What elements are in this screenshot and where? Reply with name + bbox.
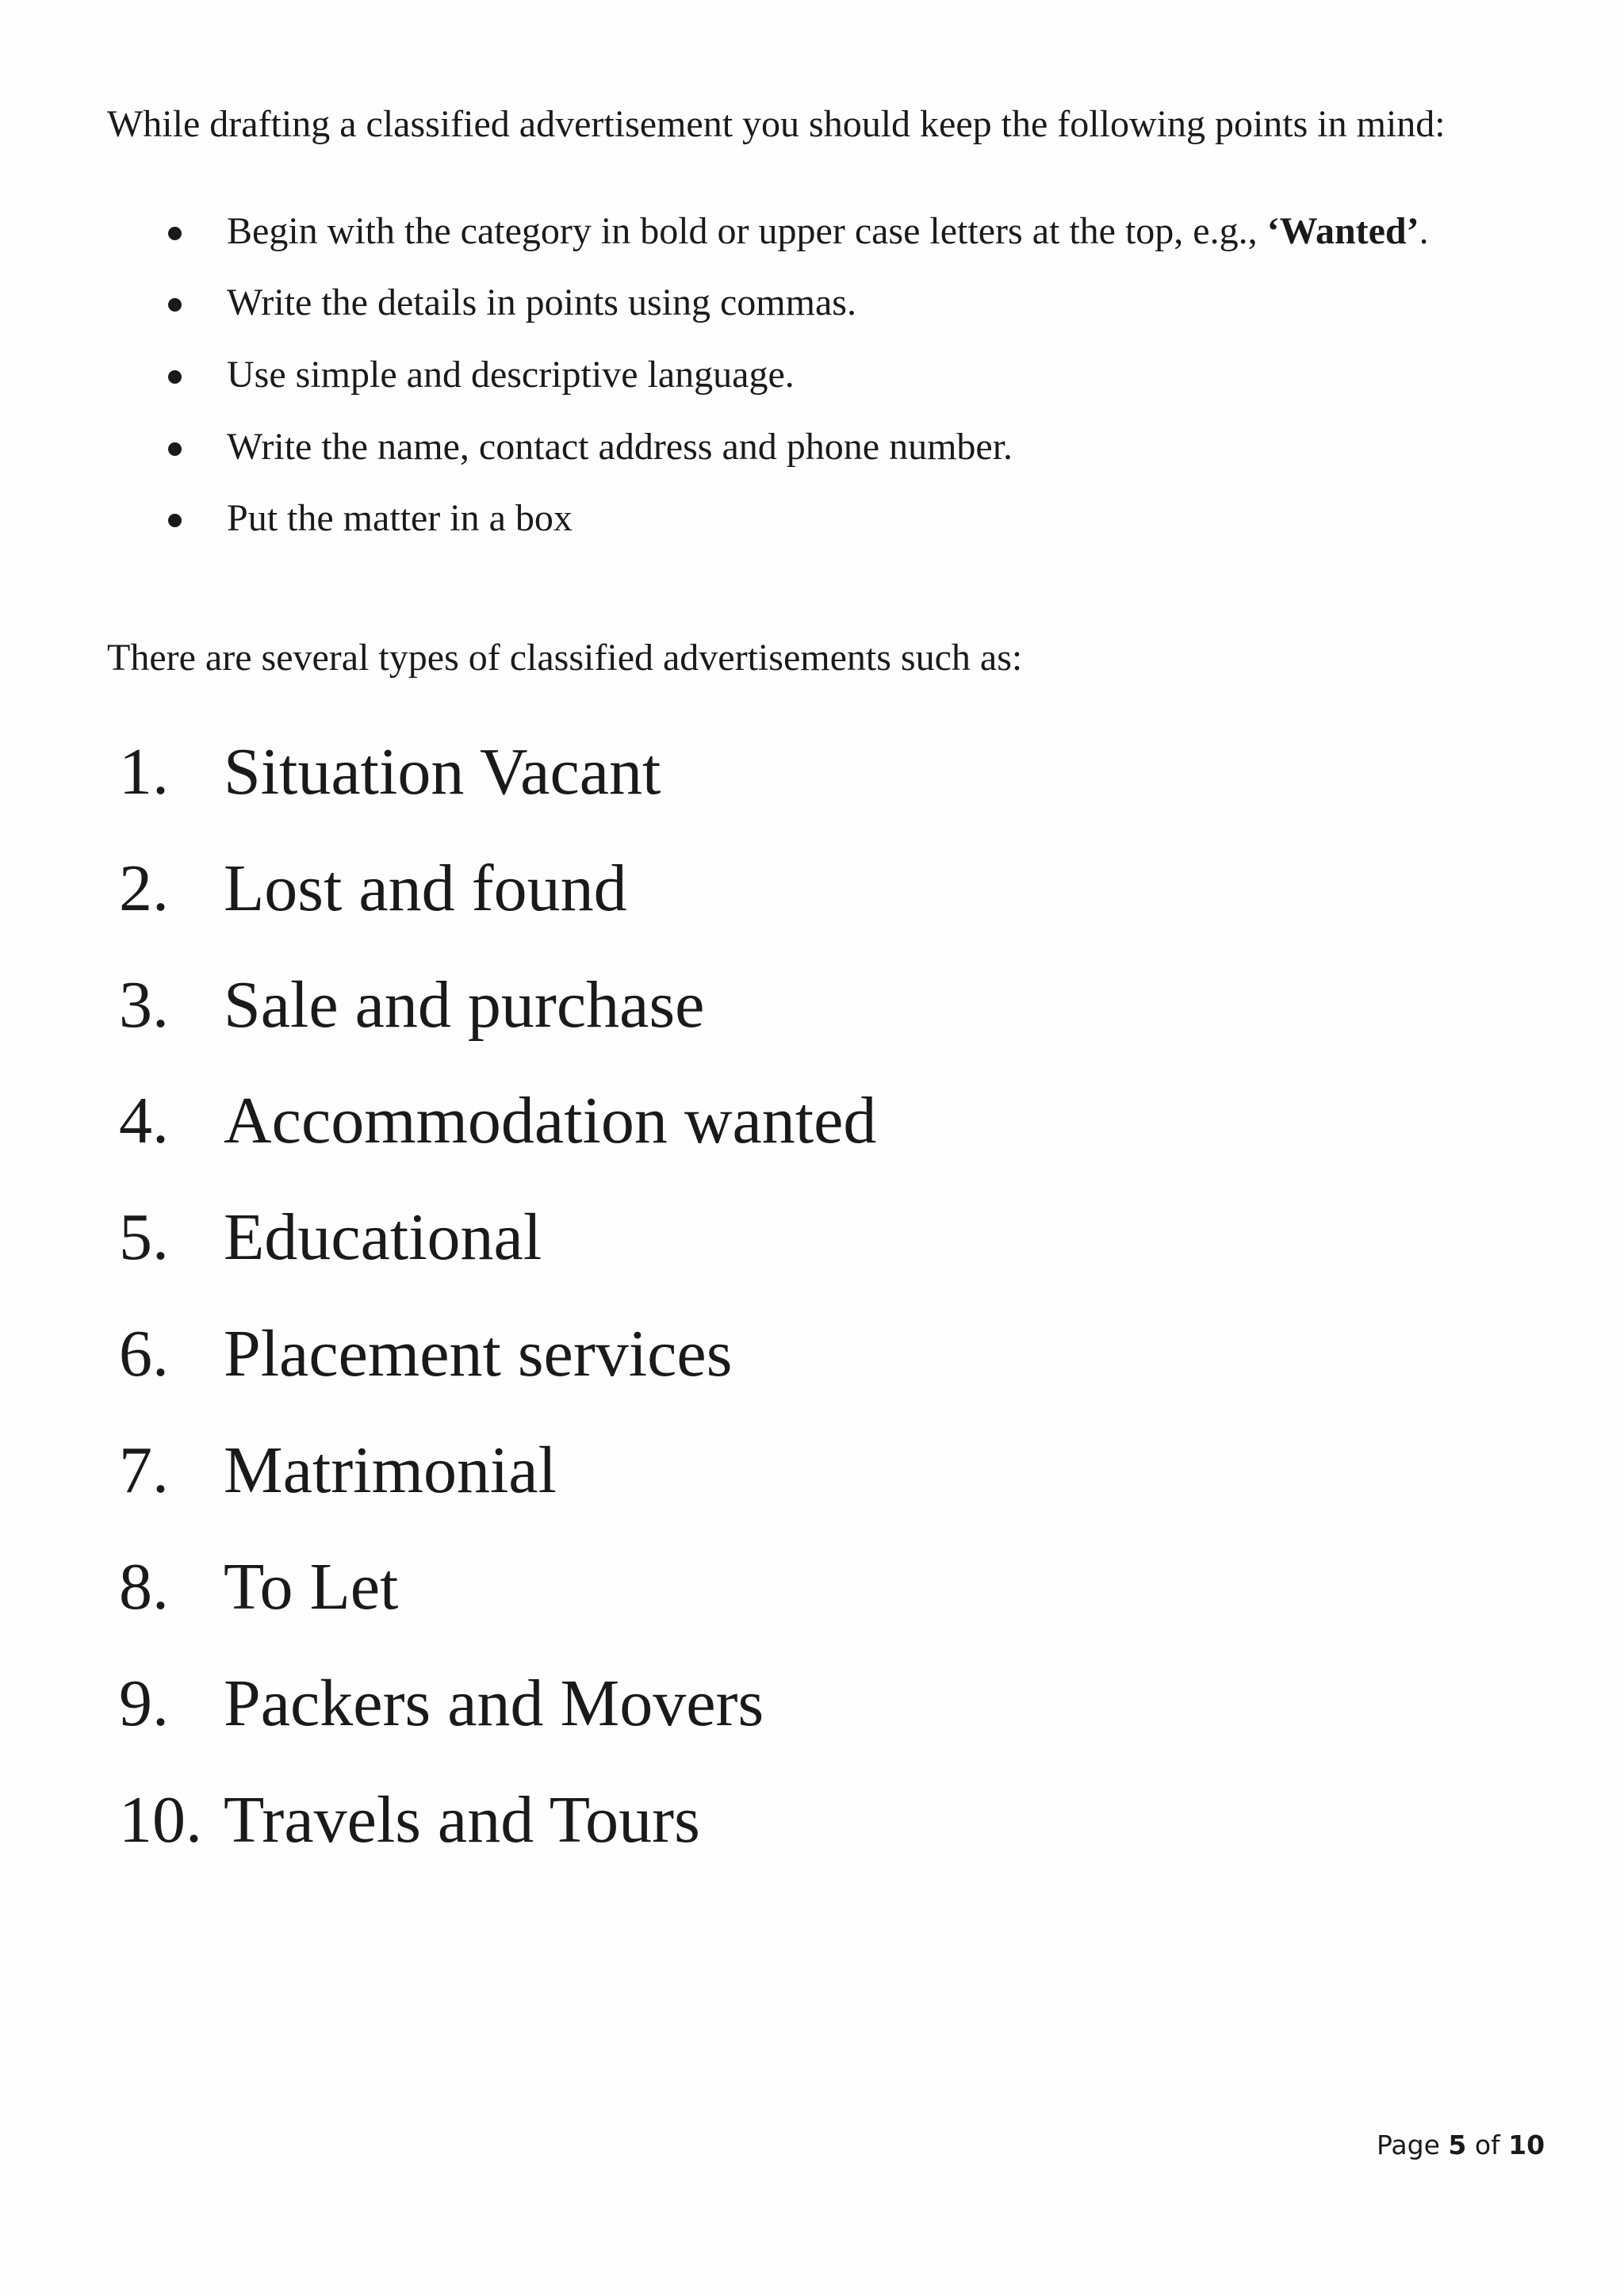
- current-page: 5: [1448, 2130, 1467, 2160]
- total-pages: 10: [1508, 2130, 1545, 2160]
- types-intro-paragraph: There are several types of classified advertisements such as:: [107, 637, 1023, 679]
- tip-text: Write the name, contact address and phone number.: [227, 426, 1013, 468]
- type-label: Situation Vacant: [224, 735, 661, 809]
- type-number: 8.: [119, 1550, 169, 1624]
- type-number: 7.: [119, 1433, 169, 1507]
- tip-text: Put the matter in a box: [227, 497, 573, 539]
- tip-text: Write the details in points using commas.: [227, 281, 856, 323]
- type-number: 10.: [119, 1783, 202, 1857]
- type-number: 4.: [119, 1084, 169, 1158]
- type-number: 3.: [119, 968, 169, 1042]
- type-number: 2.: [119, 851, 169, 925]
- type-label: Lost and found: [224, 851, 627, 925]
- type-label: To Let: [224, 1550, 399, 1624]
- bullet-icon: [168, 298, 182, 312]
- type-label: Placement services: [224, 1317, 733, 1391]
- page-word: Page: [1377, 2130, 1440, 2160]
- page-number-footer: [1377, 2130, 1545, 2161]
- type-label: Matrimonial: [224, 1433, 557, 1507]
- type-number: 9.: [119, 1667, 169, 1740]
- tip-text: Begin with the category in bold or upper case letters at the top, e.g., ‘Wanted’.: [227, 210, 1429, 252]
- intro-paragraph: While drafting a classified advertisement you should keep the following points in mind:: [107, 103, 1446, 145]
- tip-emphasis: ‘Wanted’: [1266, 210, 1419, 252]
- type-number: 6.: [119, 1317, 169, 1391]
- bullet-icon: [168, 227, 182, 240]
- bullet-icon: [168, 370, 182, 384]
- type-label: Sale and purchase: [224, 968, 705, 1042]
- type-number: 5.: [119, 1200, 169, 1274]
- type-label: Educational: [224, 1200, 542, 1274]
- type-label: Packers and Movers: [224, 1667, 764, 1740]
- type-label: Travels and Tours: [224, 1783, 700, 1857]
- bullet-icon: [168, 514, 182, 527]
- type-number: 1.: [119, 735, 169, 809]
- of-word: of: [1474, 2130, 1500, 2160]
- tip-text: Use simple and descriptive language.: [227, 354, 795, 396]
- type-label: Accommodation wanted: [224, 1084, 877, 1158]
- bullet-icon: [168, 442, 182, 456]
